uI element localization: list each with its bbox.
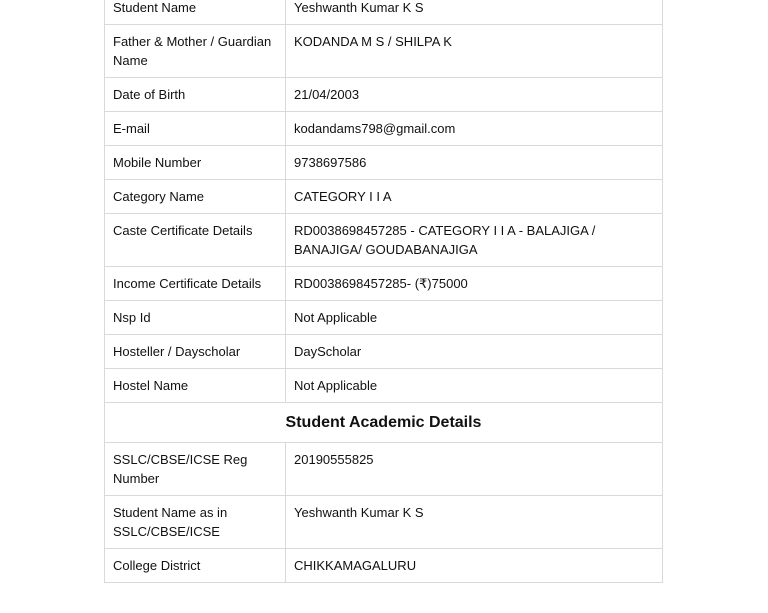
row-label: College District [105,549,286,583]
row-label: Mobile Number [105,146,286,180]
row-value: Not Applicable [286,301,663,335]
row-label: Father & Mother / Guardian Name [105,25,286,78]
table-row [105,0,663,25]
student-details-table [104,0,663,583]
row-value: kodandams798@gmail.com [286,112,663,146]
row-value: Not Applicable [286,369,663,403]
row-value: KODANDA M S / SHILPA K [286,25,663,78]
row-label: Student Name [105,0,286,25]
row-label: Hostel Name [105,369,286,403]
table-row [105,112,663,146]
row-label: Date of Birth [105,78,286,112]
student-details-sheet [104,0,662,583]
row-label: Hosteller / Dayscholar [105,335,286,369]
table-row [105,549,663,583]
row-label: SSLC/CBSE/ICSE Reg Number [105,443,286,496]
table-row [105,496,663,549]
table-row [105,25,663,78]
table-row [105,180,663,214]
row-value: RD0038698457285- (₹)75000 [286,267,663,301]
row-value: 21/04/2003 [286,78,663,112]
row-value: DayScholar [286,335,663,369]
table-row [105,267,663,301]
row-value: CATEGORY I I A [286,180,663,214]
row-value: CHIKKAMAGALURU [286,549,663,583]
row-value: 20190555825 [286,443,663,496]
table-row [105,214,663,267]
section-header-row [105,403,663,443]
table-row [105,369,663,403]
row-value: 9738697586 [286,146,663,180]
section-title: Student Academic Details [105,403,663,443]
row-label: Category Name [105,180,286,214]
row-label: Caste Certificate Details [105,214,286,267]
table-row [105,146,663,180]
table-row [105,335,663,369]
table-row [105,78,663,112]
row-label: E-mail [105,112,286,146]
row-label: Nsp Id [105,301,286,335]
table-row [105,301,663,335]
row-label: Income Certificate Details [105,267,286,301]
row-value: RD0038698457285 - CATEGORY I I A - BALAJIGA / BANAJIGA/ GOUDABANAJIGA [286,214,663,267]
table-row [105,443,663,496]
row-label: Student Name as in SSLC/CBSE/ICSE [105,496,286,549]
row-value: Yeshwanth Kumar K S [286,0,663,25]
row-value: Yeshwanth Kumar K S [286,496,663,549]
